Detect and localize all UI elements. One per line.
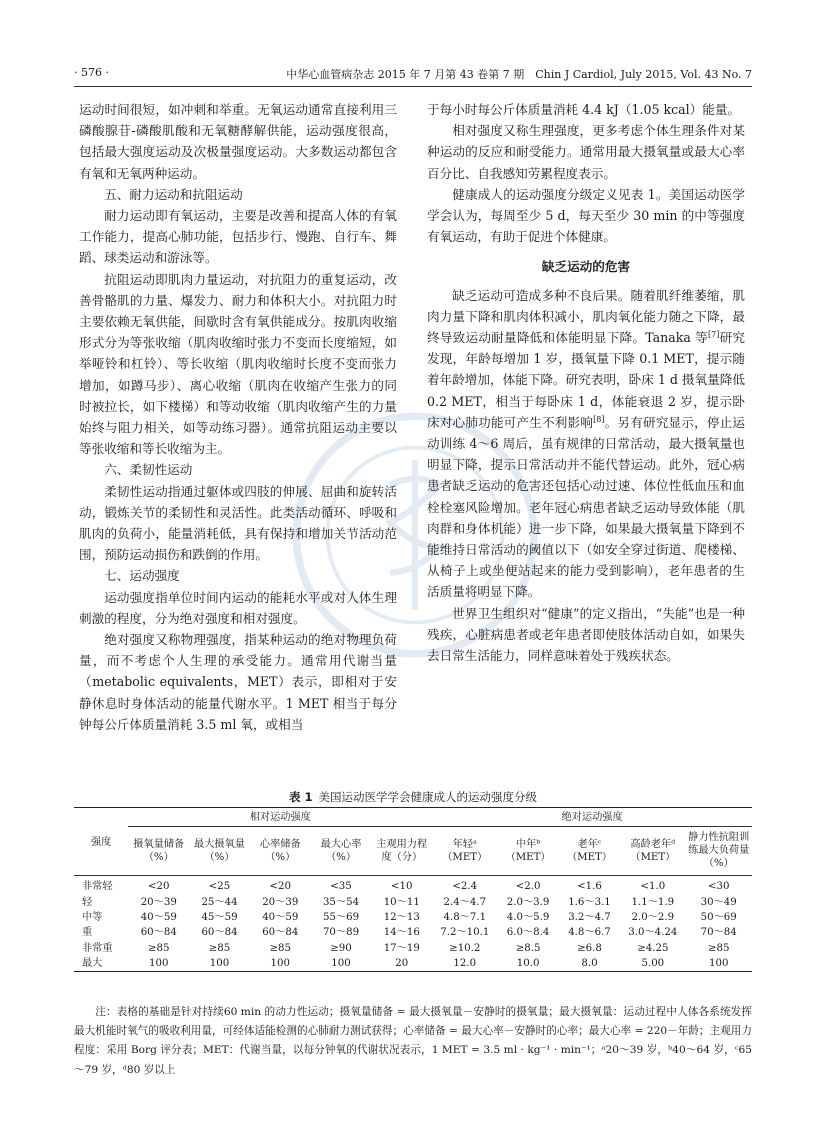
table-cell: <35 xyxy=(330,881,352,893)
table-caption xyxy=(74,789,752,805)
table-cell: <1.0 xyxy=(640,881,666,893)
table-cell: 1.1～1.9 xyxy=(631,896,675,908)
col-header: 中年ᵇ（MET） xyxy=(505,838,551,863)
table-row xyxy=(74,910,752,925)
table-cell: ≥85 xyxy=(269,942,292,954)
paragraph: 抗阻运动即肌肉力量运动，对抗阻力的重复运动，改善骨骼肌的力量、爆发力、耐力和体积大小。对抗阻力时主要依赖无氧供能，间歇时含有氧供能成分。按肌肉收缩形式分为等张收缩（肌肉收缩时张力不变而长度缩短，如举哑铃和杠铃）、等长收缩（肌肉收缩时长度不变而张力增加，如蹲马步）、离心收缩（肌肉在收缩产生张力的同时被拉长，如下楼梯）和等动收缩（肌肉收缩产生的力量始终与阻力相关，如等动练习器）。通常抗阻运动主要以等张收缩和等长收缩为主。 xyxy=(79,271,397,457)
table-cell: 30～49 xyxy=(700,896,737,908)
page-number: · 576 · xyxy=(74,66,109,79)
table-cell: ≥8.5 xyxy=(515,942,541,954)
table-cell: ≥85 xyxy=(707,942,730,954)
paragraph: 运动时间很短，如冲刺和举重。无氧运动通常直接利用三磷酸腺苷-磷酸肌酸和无氧糖酵解供能，运动强度很高，包括最大强度运动及次极量强度运动。大多数运动都包含有氧和无氧两种运动。 xyxy=(79,102,397,181)
exercise-intensity-table xyxy=(74,807,752,972)
table-cell: 55～69 xyxy=(322,911,360,923)
table-cell: 3.2～4.7 xyxy=(568,911,611,923)
text-run: 。另有研究显示，停止运动训练 4～6 周后，虽有规律的日常活动，最大摄氧量也明显下降，提示日常活动并不能代替运动。此外，冠心病患者缺乏运动的危害还包括心动过速、体位性低血压和血栓栓塞风险增加。老年冠心病患者缺乏运动导致体能（肌肉群和身体机能）进一步下降，如果最大摄氧量下降到不能维持日常活动的阈值以下（如安全穿过街道、爬楼梯、从椅子上或坐便站起来的能力受到影响），老年患者的生活质量将明显下降。 xyxy=(427,414,746,600)
table-cell: <2.0 xyxy=(515,881,541,893)
paragraph: 世界卫生组织对“健康”的定义指出，“失能”也是一种残疾，心脏病患者或老年患者即使肢体活动自如，如果失去日常生活能力，同样意味着处于残疾状态。 xyxy=(427,605,745,664)
table-cell: 6.0～8.4 xyxy=(506,927,550,939)
left-column xyxy=(79,99,397,735)
table-cell: 40～59 xyxy=(140,911,177,923)
table-cell: 100 xyxy=(270,958,290,970)
row-label: 中等 xyxy=(82,911,103,923)
section-heading: 五、耐力运动和抗阻运动 xyxy=(104,186,243,202)
col-header: 高龄老年ᵈ（MET） xyxy=(630,838,676,863)
table-cell: ≥6.8 xyxy=(577,942,602,954)
table-cell: <20 xyxy=(269,881,292,893)
journal-citation: 中华心血管病杂志 2015 年 7 月第 43 卷第 7 期 Chin J Cardiol, July 2015, Vol. 43 No. 7 xyxy=(286,68,752,81)
col-header: 年轻ᵃ（MET） xyxy=(442,838,488,863)
table-cell: ≥85 xyxy=(148,942,170,954)
col-header: 主观用力程度（分） xyxy=(376,838,428,863)
table-cell: 12.0 xyxy=(453,958,477,970)
table-cell: 50～69 xyxy=(700,911,737,923)
table-footnote xyxy=(74,1003,752,1080)
paragraph: 运动强度指单位时间内运动的能耗水平或对人体生理刺激的程度，分为绝对强度和相对强度。 xyxy=(79,589,397,626)
paragraph: 于每小时每公斤体质量消耗 4.4 kJ（1.05 kcal）能量。 xyxy=(427,102,741,117)
table-cell: <2.4 xyxy=(452,881,478,893)
table-cell: <30 xyxy=(707,881,730,893)
citation-ref[interactable]: [7] xyxy=(707,329,720,339)
table-cell: ≥10.2 xyxy=(449,942,481,954)
table-cell: 100 xyxy=(149,958,169,970)
table-cell: 17～19 xyxy=(383,942,420,954)
table-cell: 2.4～4.7 xyxy=(443,896,487,908)
table-row xyxy=(74,925,752,940)
table-cell: 2.0～3.9 xyxy=(506,896,550,908)
table-cell: 4.8～6.7 xyxy=(568,927,611,939)
table-cell: 10.0 xyxy=(516,958,540,970)
table-row xyxy=(74,876,752,895)
table-cell: 25～44 xyxy=(201,896,238,908)
table-cell: <1.6 xyxy=(577,881,602,893)
table-cell: 20 xyxy=(395,958,409,970)
row-label: 非常轻 xyxy=(82,881,113,893)
table-cell: ≥85 xyxy=(208,942,231,954)
table-cell: <25 xyxy=(208,881,231,893)
table-cell: 2.0～2.9 xyxy=(631,911,675,923)
table-cell: 70～84 xyxy=(700,927,737,939)
running-header xyxy=(74,66,752,84)
table-cell: 5.00 xyxy=(641,958,665,970)
footnote-text: 注：表格的基础是针对持续60 min 的动力性运动；摄氧量储备 = 最大摄氧量－安静时的摄氧量；最大摄氧量：运动过程中人体各系统发挥最大机能时氧气的吸收利用量，可经体适能检测的心肺耐力测试获得；心率储备 = 最大心率－安静时的心率；最大心率 = 220－年龄；主观用力程度：采用 Borg 评分表；MET：代谢当量，以每分钟氧的代谢状况表示，1 MET = 3.5 ml · kg⁻¹ · min⁻¹；ᵃ20～39 岁，ᵇ40～64 岁，ᶜ65～79 岁，ᵈ80 岁以上 xyxy=(74,1006,752,1076)
table-row xyxy=(74,941,752,956)
section-heading: 七、运动强度 xyxy=(104,568,180,584)
col-header-intensity: 强度 xyxy=(91,836,112,848)
col-header: 最大摄氧量（%） xyxy=(194,838,245,863)
table-cell: <20 xyxy=(148,881,170,893)
col-header: 摄氧量储备（%） xyxy=(133,838,185,863)
table-cell: 40～59 xyxy=(262,911,299,923)
text-run: 缺乏运动可造成多种不良后果。随着肌纤维萎缩，肌肉力量下降和肌肉体积减小，肌肉氧化能力随之下降，最终导致运动耐量降低和体能明显下降。Tanaka 等 xyxy=(427,287,745,346)
table-title: 美国运动医学学会健康成人的运动强度分级 xyxy=(318,790,537,804)
paragraph: 柔韧性运动指通过躯体或四肢的伸展、屈曲和旋转活动，锻炼关节的柔韧性和灵活性。此类活动循环、呼吸和肌肉的负荷小，能量消耗低，具有保持和增加关节活动范围，预防运动损伤和跌倒的作用。 xyxy=(79,483,397,563)
col-header: 老年ᶜ（MET） xyxy=(566,838,613,863)
header-rule xyxy=(74,86,752,87)
table-cell: 100 xyxy=(209,958,230,970)
col-header: 最大心率（%） xyxy=(320,838,362,863)
group-header-relative: 相对运动强度 xyxy=(128,808,432,827)
paragraph: 耐力运动即有氧运动，主要是改善和提高人体的有氧工作能力，提高心肺功能，包括步行、慢跑、自行车、舞蹈、球类运动和游泳等。 xyxy=(79,208,397,266)
right-column xyxy=(427,99,745,666)
table-cell: 7.2～10.1 xyxy=(440,927,490,939)
paragraph: 相对强度又称生理强度，更多考虑个体生理条件对某种运动的反应和耐受能力。通常用最大摄氧量或最大心率百分比、自我感知劳累程度表示。 xyxy=(427,123,745,181)
table-cell: 45～59 xyxy=(201,911,238,923)
col-header: 静力性抗阻训练最大负荷量（%） xyxy=(688,832,750,869)
table-cell: 60～84 xyxy=(140,927,177,939)
table-cell: 60～84 xyxy=(262,927,299,939)
table-cell: 100 xyxy=(708,958,729,970)
table-cell: 100 xyxy=(331,958,351,970)
group-header-absolute: 绝对运动强度 xyxy=(432,808,752,827)
section-heading: 六、柔韧性运动 xyxy=(104,462,193,478)
table-cell: 20～39 xyxy=(140,896,177,908)
row-label: 轻 xyxy=(82,896,93,908)
table-cell: 35～54 xyxy=(322,896,360,908)
table-cell: 4.0～5.9 xyxy=(506,911,550,923)
table-cell: 4.8～7.1 xyxy=(443,911,487,923)
table-cell: 10～11 xyxy=(383,896,420,908)
row-label: 最大 xyxy=(82,958,103,970)
text-run: 研究发现，年龄每增加 1 岁，摄氧量下降 0.1 MET，提示随着年龄增加，体能下降。研究表明，卧床 1 d 摄氧量降低 0.2 MET，相当于每卧床 1 d，体能衰退 2 岁，提示卧床对心肺功能可产生不利影响 xyxy=(427,330,745,430)
table-cell: 12～13 xyxy=(383,911,420,923)
table-cell: ≥4.25 xyxy=(637,942,669,954)
table-row xyxy=(74,894,752,909)
table-cell: 70～89 xyxy=(322,927,360,939)
table-cell: <10 xyxy=(391,881,413,893)
table-row xyxy=(74,956,752,972)
citation-ref[interactable]: [8] xyxy=(593,414,605,424)
row-label: 非常重 xyxy=(82,942,113,954)
table-cell: 20～39 xyxy=(262,896,299,908)
paragraph: 健康成人的运动强度分级定义见表 1。美国运动医学学会认为，每周至少 5 d，每天至少 30 min 的中等强度有氧运动，有助于促进个体健康。 xyxy=(427,186,745,245)
row-label: 重 xyxy=(82,927,93,939)
table-cell: ≥90 xyxy=(330,942,352,954)
col-header: 心率储备（%） xyxy=(259,838,301,863)
table-cell: 8.0 xyxy=(581,958,598,970)
table-cell: 3.0～4.24 xyxy=(628,927,678,939)
section-title: 缺乏运动的危害 xyxy=(541,259,631,275)
table-number: 表 1 xyxy=(288,790,313,804)
table-cell: 60～84 xyxy=(201,927,238,939)
table-cell: 14～16 xyxy=(383,927,420,939)
table-cell: 1.6～3.1 xyxy=(568,896,611,908)
paragraph xyxy=(427,285,745,603)
paragraph: 绝对强度又称物理强度，指某种运动的绝对物理负荷量，而不考虑个人生理的承受能力。通常用代谢当量（metabolic equivalents，MET）表示，即相对于安静休息时身体活动的能量代谢水平。1 MET 相当于每分钟每公斤体质量消耗 3.5 ml 氧，或相当 xyxy=(79,632,397,732)
